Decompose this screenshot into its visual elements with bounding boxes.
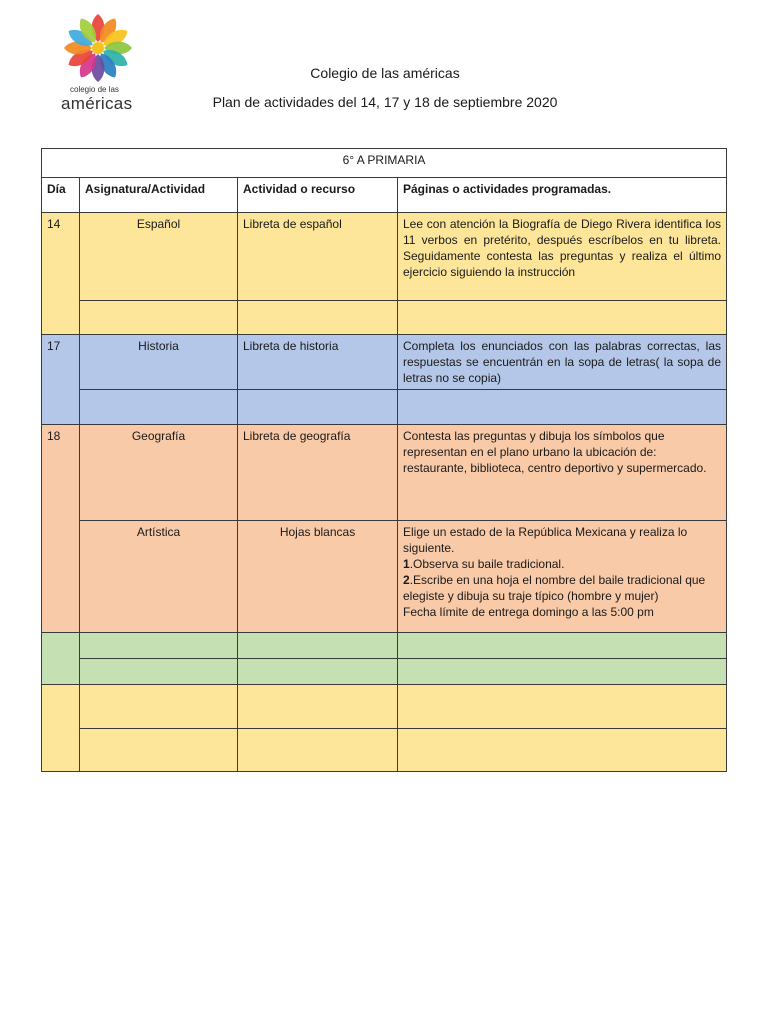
activity-cell: Contesta las preguntas y dibuja los símbolos que representan en el plano urbano la ubicación de: restaurante, biblioteca, centro deportivo y supermercado. xyxy=(398,425,727,521)
subject-cell: Geografía xyxy=(80,425,238,521)
grade-title: 6° A PRIMARIA xyxy=(42,149,727,178)
table-row xyxy=(42,633,727,659)
column-header-actividades: Páginas o actividades programadas. xyxy=(398,178,727,213)
logo-center xyxy=(92,42,104,54)
deadline-text: Fecha límite de entrega domingo a las 5:00 pm xyxy=(403,605,654,619)
table-row xyxy=(42,335,727,390)
school-logo xyxy=(58,12,138,116)
resource-cell: Libreta de español xyxy=(238,213,398,301)
empty-cell xyxy=(398,659,727,685)
empty-cell xyxy=(238,729,398,772)
table-row xyxy=(42,729,727,772)
column-header-dia: Día xyxy=(42,178,80,213)
empty-cell xyxy=(80,301,238,335)
empty-cell xyxy=(238,301,398,335)
logo-big-text: américas xyxy=(61,94,133,113)
empty-cell xyxy=(398,729,727,772)
empty-cell xyxy=(80,659,238,685)
table-row xyxy=(42,685,727,729)
subject-cell: Historia xyxy=(80,335,238,390)
step-number: 2 xyxy=(403,573,410,587)
empty-cell xyxy=(238,659,398,685)
resource-cell: Hojas blancas xyxy=(238,521,398,633)
logo-small-text: colegio de las xyxy=(70,85,119,94)
activity-cell: Completa los enunciados con las palabras correctas, las respuestas se encuentrán en la sopa de letras( la sopa de letras no se copia) xyxy=(398,335,727,390)
flower-logo-icon xyxy=(58,12,138,84)
empty-cell xyxy=(398,301,727,335)
table-row xyxy=(42,425,727,521)
activity-cell xyxy=(398,521,727,633)
activity-cell: Lee con atención la Biografía de Diego Rivera identifica los 11 verbos en pretérito, después escríbelos en tu libreta. Seguidamente contesta las preguntas y realiza el último ejercicio siguiendo la instrucción xyxy=(398,213,727,301)
empty-cell xyxy=(398,390,727,425)
empty-day-cell xyxy=(42,633,80,685)
table-row xyxy=(42,213,727,301)
empty-cell xyxy=(80,633,238,659)
activity-table xyxy=(41,148,727,772)
resource-cell: Libreta de geografía xyxy=(238,425,398,521)
column-header-asignatura: Asignatura/Actividad xyxy=(80,178,238,213)
column-header-recurso: Actividad o recurso xyxy=(238,178,398,213)
empty-cell xyxy=(238,633,398,659)
empty-cell xyxy=(80,729,238,772)
empty-cell xyxy=(80,685,238,729)
subject-cell: Español xyxy=(80,213,238,301)
table-row xyxy=(42,659,727,685)
table-row xyxy=(42,301,727,335)
empty-day-cell xyxy=(42,685,80,772)
day-cell: 17 xyxy=(42,335,80,425)
table-title-row xyxy=(42,149,727,178)
day-cell: 14 xyxy=(42,213,80,335)
table-header-row xyxy=(42,178,727,213)
empty-cell xyxy=(238,685,398,729)
day-cell: 18 xyxy=(42,425,80,633)
step-text: .Observa su baile tradicional. xyxy=(409,557,565,571)
activity-intro: Elige un estado de la República Mexicana y realiza lo siguiente. xyxy=(403,525,688,555)
table-row xyxy=(42,521,727,633)
empty-cell xyxy=(398,685,727,729)
table-row xyxy=(42,390,727,425)
step-number: 1 xyxy=(403,557,410,571)
resource-cell: Libreta de historia xyxy=(238,335,398,390)
empty-cell xyxy=(238,390,398,425)
subject-cell: Artística xyxy=(80,521,238,633)
step-text: .Escribe en una hoja el nombre del baile tradicional que elegiste y dibuja su traje típico (hombre y mujer) xyxy=(403,573,706,603)
empty-cell xyxy=(80,390,238,425)
empty-cell xyxy=(398,633,727,659)
